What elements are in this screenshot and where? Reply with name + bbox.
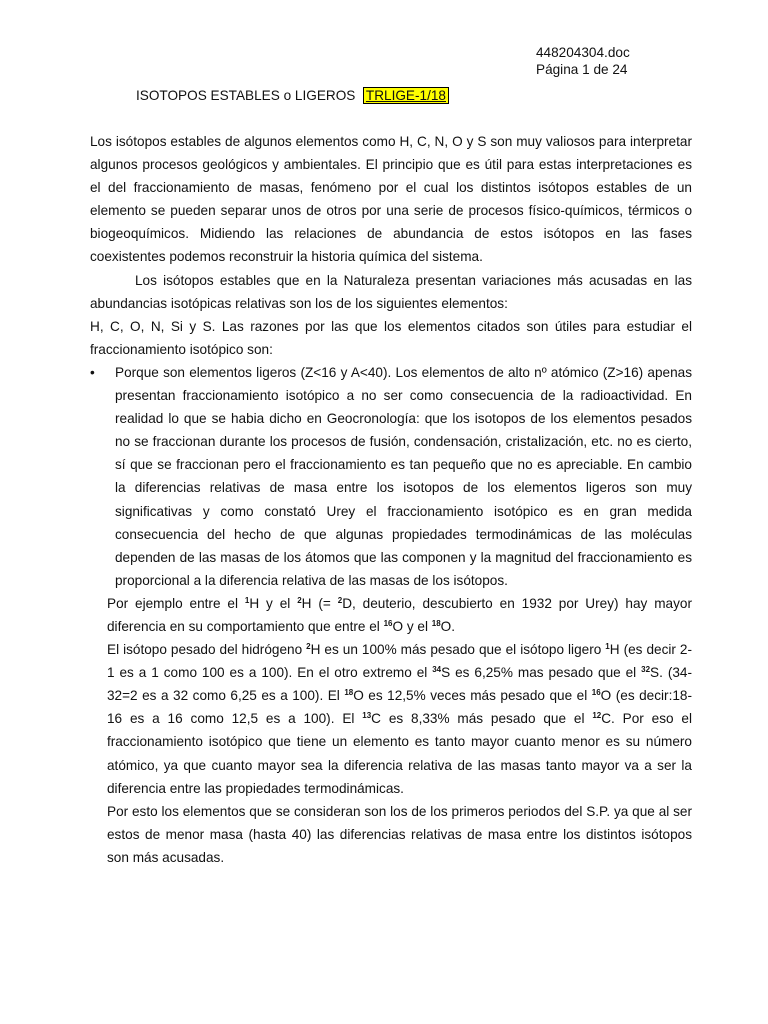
superscript: 2 [337, 595, 343, 605]
superscript: 34 [432, 665, 442, 675]
text-run: S es 6,25% mas pesado que el [441, 665, 642, 681]
superscript: 2 [297, 595, 302, 605]
document-body [90, 130, 692, 869]
paragraph-3: H, C, O, N, Si y S. Las razones por las que los elementos citados son útiles para estudiar el fraccionamiento isotópico son: [90, 318, 692, 357]
superscript: 13 [362, 711, 372, 721]
superscript: 1 [244, 595, 250, 605]
superscript: 1 [605, 642, 610, 652]
superscript: 18 [344, 688, 354, 698]
text-run: H y el [249, 595, 298, 611]
text-run: O. [440, 618, 456, 634]
title-text: ISOTOPOS ESTABLES o LIGEROS [136, 88, 356, 103]
bullet-text: Porque son elementos ligeros (Z<16 y A<40). Los elementos de alto nº atómico (Z>16) apenas presentan fraccionamiento isotópico a no ser como consecuencia de la radioactividad. En realidad lo que se habia dicho en Geocronología: que los isotopos de los elementos pesados no se fraccionan durante los procesos de fusión, condensación, cristalización, etc. no es cierto, sí que se fraccionan pero el fraccionamiento es tan pequeño que no es apreciable. En cambio la diferencias relativas de masa entre los isotopos de los elementos ligeros son muy significativas y como constató Urey el fraccionamiento isotópico es en gran medida consecuencia del hecho de que algunas propiedades termodinámicas de las moléculas dependen de las masas de los átomos que las componen y la magnitud del fraccionamiento es proporcional a la diferencia relativa de las masas de los isótopos. [115, 364, 692, 588]
text-run: O (es decir:18-16 es a 16 como 12,5 es a 100). El [107, 688, 692, 727]
text-run: H es un 100% más pesado que el isótopo ligero [310, 642, 606, 658]
text-run: S. (34-32=2 es a 32 como 6,25 es a 100). El [107, 665, 692, 704]
text-run: Por ejemplo entre el [107, 595, 245, 611]
superscript: 18 [431, 618, 441, 628]
superscript: 12 [592, 711, 602, 721]
text-run: C. Por eso el fraccionamiento isotópico que tiene un elemento es tanto mayor cuanto menor es su número atómico, ya que cuanto mayor sea la diferencia relativa de las masas tanto mayor va a ser la diferencia entre las propiedades termodinámicas. [107, 711, 693, 796]
text-run: O es 12,5% veces más pesado que el [353, 688, 592, 704]
text-run: H (= [301, 595, 338, 611]
superscript: 16 [383, 618, 393, 628]
document-title [136, 87, 449, 104]
bullet-dot: • [90, 364, 95, 380]
superscript: 16 [591, 688, 601, 698]
example-paragraph-3: Por esto los elementos que se consideran son los de los primeros periodos del S.P. ya que al ser estos de menor masa (hasta 40) las diferencias relativas de masa entre los distintos isótopos son más acusadas. [107, 803, 692, 865]
example-paragraph-1 [90, 592, 692, 638]
example-paragraph-2 [90, 638, 692, 800]
text-run: El isótopo pesado del hidrógeno [107, 642, 307, 658]
paragraph-1: Los isótopos estables de algunos elementos como H, C, N, O y S son muy valiosos para interpretar algunos procesos geológicos y ambientales. El principio que es útil para estas interpretaciones es el del fraccionamiento de masas, fenómeno por el cual los distintos isótopos estables de un elemento se pueden separar unos de otros por una serie de procesos físico-químicos, térmicos o biogeoquímicos. Midiendo las relaciones de abundancia de estos isótopos en las fases coexistentes podemos reconstruir la historia química del sistema. [90, 134, 692, 265]
text-run: H (es decir 2-1 es a 1 como 100 es a 100). En el otro extremo el [107, 642, 693, 681]
header-filename: 448204304.doc [536, 45, 630, 60]
text-run: D, deuterio, descubierto en 1932 por Urey) hay mayor diferencia en su comportamiento que entre el [107, 595, 692, 634]
superscript: 2 [306, 642, 311, 652]
paragraph-2: Los isótopos estables que en la Naturaleza presentan variaciones más acusadas en las abundancias isotópicas relativas son los de los siguientes elementos: [90, 272, 692, 311]
title-code-highlight: TRLIGE-1/18 [363, 87, 449, 104]
page-header [536, 44, 630, 78]
header-page-label: Página 1 de 24 [536, 62, 628, 77]
superscript: 32 [641, 665, 651, 675]
bullet-item [90, 361, 692, 592]
text-run: O y el [392, 618, 432, 634]
text-run: C es 8,33% más pesado que el [371, 711, 593, 727]
